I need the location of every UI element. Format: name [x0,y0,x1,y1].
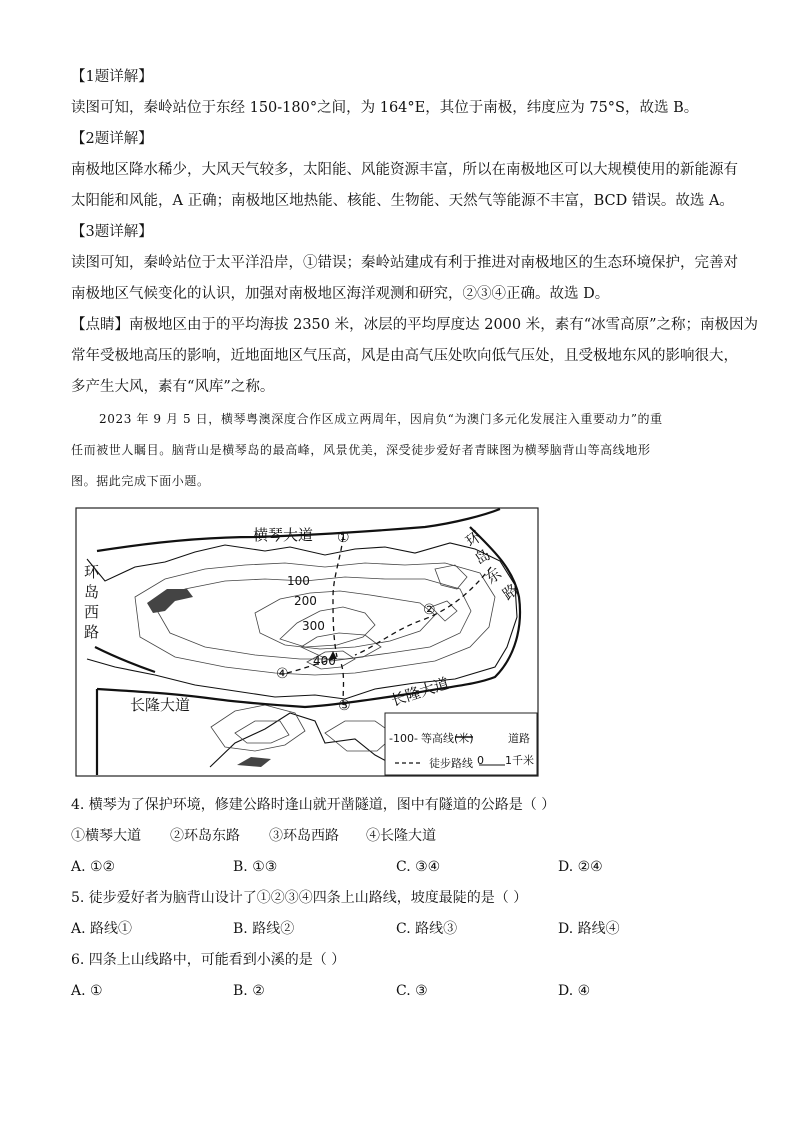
label-west-road-1: 环 [84,563,100,581]
paragraph-q2-line1: 南极地区降水稀少，大风天气较多，太阳能、风能资源丰富，所以在南极地区可以大规模使用的新能源有 [71,162,738,178]
question-4-option-b[interactable]: B. ①③ [233,859,278,875]
question-6-option-a[interactable]: A. ① [71,983,103,999]
label-east-road-2: 岛 [471,545,494,569]
question-5-option-d[interactable]: D. 路线④ [558,921,620,937]
legend-scale-label: 1千米 [505,754,534,767]
question-5-option-a[interactable]: A. 路线① [71,921,133,937]
label-west-road-3: 西 [84,603,100,621]
paragraph-q3-line1: 读图可知，秦岭站位于太平洋沿岸，①错误；秦岭站建成有利于推进对南极地区的生态环境保护，完善对 [71,255,738,271]
heading-q3: 【3题详解】 [71,224,153,240]
key-point-line1: 【点睛】南极地区由于的平均海拔 2350 米，冰层的平均厚度达 2000 米，素有“冰雪高原”之称；南极因为 [71,317,759,333]
question-6-option-b[interactable]: B. ② [233,983,265,999]
question-4-option-c[interactable]: C. ③④ [396,859,441,875]
question-5-option-c[interactable]: C. 路线③ [396,921,458,937]
intro-line3: 图。据此完成下面小题。 [71,474,210,488]
question-4-stem: 4. 横琴为了保护环境，修建公路时逢山就开凿隧道，图中有隧道的公路是（ ） [71,797,556,813]
question-4-item-1: ①横琴大道 [71,828,141,844]
contour-label-100: 100 [287,574,310,588]
route-marker-3: ③ [338,698,351,714]
contour-label-300: 300 [302,619,325,633]
paragraph-q3-line2: 南极地区气候变化的认识，加强对南极地区海洋观测和研究，②③④正确。故选 D。 [71,286,610,302]
legend-road-label: 道路 [508,732,530,745]
question-5-stem: 5. 徒步爱好者为脑背山设计了①②③④四条上山路线，坡度最陡的是（ ） [71,890,528,906]
question-6-option-c[interactable]: C. ③ [396,983,428,999]
question-4-item-3: ③环岛西路 [269,828,339,844]
question-4-item-4: ④长隆大道 [366,828,436,844]
key-point-line3: 多产生大风，素有“风库”之称。 [71,379,275,395]
route-marker-2: ② [423,602,436,618]
paragraph-q1: 读图可知，秦岭站位于东经 150-180°之间，为 164°E，其位于南极，纬度应为 75°S，故选 B。 [71,100,699,116]
route-marker-1: ① [337,530,350,546]
contour-label-200: 200 [294,594,317,608]
question-5-option-b[interactable]: B. 路线② [233,921,295,937]
question-4-option-d[interactable]: D. ②④ [558,859,603,875]
legend-trail-label: 徒步路线 [429,757,473,770]
intro-line1: 2023 年 9 月 5 日，横琴粤澳深度合作区成立两周年，因肩负“为澳门多元化发展注入重要动力”的重 [99,412,663,426]
question-4-item-2: ②环岛东路 [170,828,240,844]
question-6-option-d[interactable]: D. ④ [558,983,591,999]
question-4-option-a[interactable]: A. ①② [71,859,116,875]
heading-q2: 【2题详解】 [71,131,153,147]
contour-label-400: 400 [313,654,336,668]
intro-line2: 任而被世人瞩目。脑背山是横琴岛的最高峰，风景优美，深受徒步爱好者青睐图为横琴脑背山等高线地形 [71,443,651,457]
label-west-road-4: 路 [84,623,100,641]
legend-contour-label: 等高线(米) [421,732,474,745]
legend-contour-sample: -100- [389,732,418,745]
label-hengqin-avenue: 横琴大道 [253,526,314,544]
label-east-road-1: 环 [462,527,485,551]
question-6-stem: 6. 四条上山线路中，可能看到小溪的是（ ） [71,952,346,968]
label-changlong-left: 长隆大道 [130,696,191,714]
label-east-road-4: 路 [499,580,522,604]
route-marker-4: ④ [276,666,289,682]
label-east-road-3: 东 [482,564,505,588]
key-point-line2: 常年受极地高压的影响，近地面地区气压高，风是由高气压处吹向低气压处，且受极地东风的影响很大， [71,348,738,364]
paragraph-q2-line2: 太阳能和风能，A 正确；南极地区地热能、核能、生物能、天然气等能源不丰富，BCD 错误。故选 A。 [71,193,734,209]
legend-scale-zero: 0 [477,754,484,767]
label-west-road-2: 岛 [84,583,100,601]
label-changlong-right: 长隆大道 [388,674,452,710]
heading-q1: 【1题详解】 [71,69,153,85]
